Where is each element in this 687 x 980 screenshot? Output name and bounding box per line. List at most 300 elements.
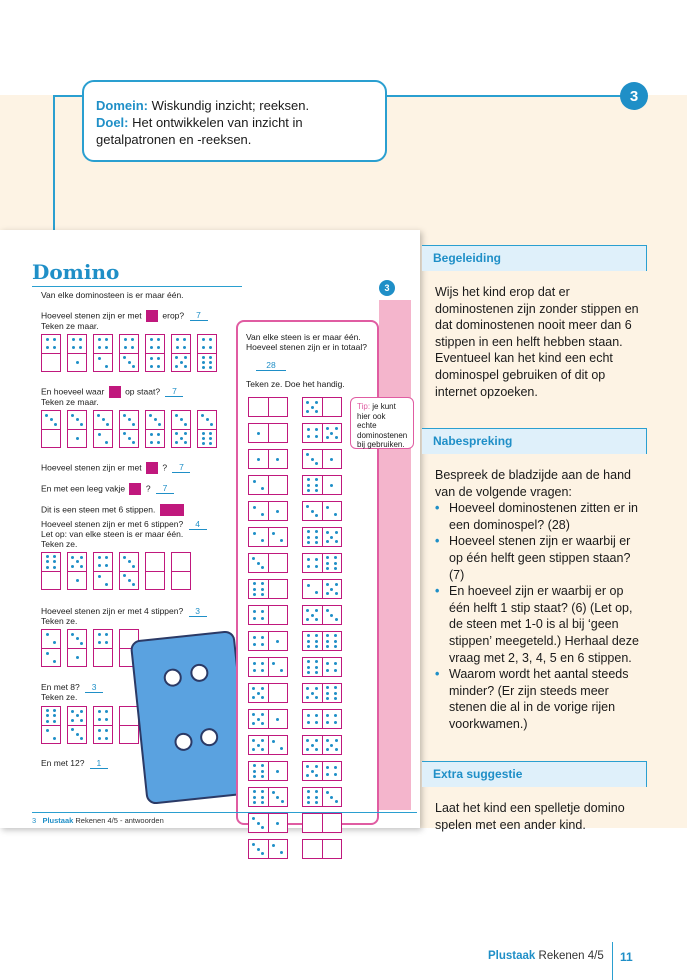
domino-tile	[197, 410, 217, 448]
pip	[306, 453, 309, 456]
domino-tile	[248, 787, 288, 807]
robot-illustration	[130, 630, 252, 805]
robot-eye	[163, 668, 183, 688]
pip	[123, 356, 126, 359]
pip	[46, 555, 49, 558]
pip	[175, 432, 178, 435]
pip	[202, 356, 205, 359]
domino-tile	[93, 410, 113, 448]
pip	[307, 530, 310, 533]
pip	[209, 346, 212, 349]
pip	[334, 562, 337, 565]
domino-tile	[67, 334, 87, 372]
pip	[80, 710, 83, 713]
pip	[261, 669, 264, 672]
pip	[46, 729, 49, 732]
pip	[306, 410, 309, 413]
pip	[253, 506, 256, 509]
pip	[98, 338, 101, 341]
pip	[315, 478, 318, 481]
pip	[306, 765, 309, 768]
domino-tile	[145, 552, 165, 590]
pip	[330, 484, 333, 487]
robot-eye	[189, 663, 209, 683]
pip	[280, 539, 283, 542]
pip	[124, 346, 127, 349]
pip	[315, 591, 318, 594]
pip	[306, 748, 309, 751]
pip	[71, 565, 74, 568]
pip	[261, 713, 264, 716]
domino-tile	[41, 552, 61, 590]
pip	[261, 617, 264, 620]
question-2: En hoeveel waar op staat? 7	[41, 386, 183, 398]
intro-text: Van elke dominosteen is er maar één.	[41, 290, 184, 300]
pip	[53, 560, 56, 563]
question-2-instruction: Teken ze maar.	[41, 397, 99, 407]
list-item: • Waarom wordt het aantal steeds minder? (Er zijn steeds meer stenen die al in de vorige rijen voorkwamen.)	[435, 666, 647, 732]
pip	[53, 660, 56, 663]
pip	[261, 487, 264, 490]
section-nabespreking-title: Nabespreking	[422, 428, 647, 454]
empty-square-icon	[129, 483, 141, 495]
pip	[315, 671, 318, 674]
domino-tile	[248, 501, 288, 521]
pip	[326, 721, 329, 724]
pip	[307, 796, 310, 799]
pip	[202, 346, 205, 349]
pip	[280, 669, 283, 672]
pip	[315, 748, 318, 751]
pip	[334, 662, 337, 665]
pip	[202, 437, 205, 440]
pip	[76, 361, 79, 364]
pip	[105, 583, 108, 586]
pip	[315, 462, 318, 465]
pip	[272, 662, 275, 665]
title-divider	[32, 286, 242, 287]
domino-tile	[248, 735, 288, 755]
pip	[175, 414, 178, 417]
domino-tile	[248, 839, 288, 859]
pip	[326, 662, 329, 665]
pip	[330, 744, 333, 747]
pip	[276, 510, 279, 513]
pip	[131, 346, 134, 349]
pip	[80, 719, 83, 722]
domino-tile	[145, 410, 165, 448]
pip	[105, 564, 108, 567]
goal-line: Doel: Het ontwikkelen van inzicht in getalpatronen en -reeksen.	[96, 115, 303, 147]
pip	[257, 692, 260, 695]
pip	[335, 436, 338, 439]
pip	[253, 610, 256, 613]
pip	[315, 801, 318, 804]
pip	[72, 346, 75, 349]
pip	[335, 592, 338, 595]
pip	[202, 361, 205, 364]
pip	[76, 733, 79, 736]
pip	[315, 765, 318, 768]
pip	[261, 513, 264, 516]
pip	[252, 696, 255, 699]
domino-tile	[119, 334, 139, 372]
question-9: En met 12? 1	[41, 758, 108, 769]
pip	[98, 556, 101, 559]
pip	[123, 556, 126, 559]
pip	[53, 566, 56, 569]
pip	[326, 556, 329, 559]
pip	[76, 437, 79, 440]
pip	[123, 574, 126, 577]
domino-tile	[93, 552, 113, 590]
nabespreking-intro: Bespreek de bladzijde aan de hand van de volgende vragen:	[435, 468, 631, 499]
pip	[253, 662, 256, 665]
pip	[128, 361, 131, 364]
pip	[307, 721, 310, 724]
pip	[315, 489, 318, 492]
pip	[261, 748, 264, 751]
pip	[128, 579, 131, 582]
domino-tile	[67, 552, 87, 590]
section-begeleiding-title: Begeleiding	[422, 245, 647, 271]
pip	[252, 748, 255, 751]
domino-row-3	[41, 552, 191, 590]
pip	[257, 718, 260, 721]
pip	[306, 618, 309, 621]
pip	[46, 346, 49, 349]
question-1: Hoeveel stenen zijn er met erop? 7	[41, 310, 208, 322]
domino-tower	[236, 320, 379, 825]
pip	[307, 565, 310, 568]
pip	[132, 583, 135, 586]
pip	[306, 696, 309, 699]
pip	[53, 338, 56, 341]
pip	[106, 423, 109, 426]
pip	[180, 418, 183, 421]
pip	[261, 662, 264, 665]
pip	[261, 539, 264, 542]
pip	[157, 346, 160, 349]
domino-tile	[67, 706, 87, 744]
pip	[252, 722, 255, 725]
pip	[306, 609, 309, 612]
pip	[307, 484, 310, 487]
pip	[76, 637, 79, 640]
pip	[326, 567, 329, 570]
domino-tile	[119, 706, 139, 744]
pip	[71, 556, 74, 559]
domino-tile	[248, 397, 288, 417]
pip	[272, 532, 275, 535]
pip	[315, 714, 318, 717]
pip	[98, 357, 101, 360]
pip	[80, 423, 83, 426]
pip	[175, 441, 178, 444]
pip	[315, 645, 318, 648]
question-3: Hoeveel stenen zijn er met ? 7	[41, 462, 190, 474]
worksheet-badge: 3	[379, 280, 395, 296]
pip	[176, 338, 179, 341]
pip	[210, 423, 213, 426]
pip	[334, 686, 337, 689]
pip	[330, 536, 333, 539]
question-1-instruction: Teken ze maar.	[41, 321, 99, 331]
pip	[124, 338, 127, 341]
domain-line: Domein: Wiskundig inzicht; reeksen.	[96, 98, 310, 113]
pip	[326, 791, 329, 794]
pip	[46, 714, 49, 717]
domino-tile	[93, 334, 113, 372]
pip	[335, 800, 338, 803]
pip	[46, 652, 49, 655]
pip	[183, 346, 186, 349]
pip	[76, 714, 79, 717]
die-three-icon	[109, 386, 121, 398]
pip	[257, 744, 260, 747]
list-item: • Hoeveel dominostenen zitten er in een dominospel? (28)	[435, 500, 647, 533]
domino-tile	[93, 629, 113, 667]
pip	[76, 656, 79, 659]
pip	[202, 432, 205, 435]
pip	[105, 633, 108, 636]
question-6-note: Let op: van elke steen is er maar één.	[41, 529, 184, 539]
pip	[105, 641, 108, 644]
domino-tile	[67, 629, 87, 667]
pip	[46, 560, 49, 563]
question-7: Hoeveel stenen zijn er met 4 stippen? 3	[41, 606, 207, 617]
pip	[326, 609, 329, 612]
pip	[311, 458, 314, 461]
domino-tile	[302, 501, 342, 521]
pip	[261, 796, 264, 799]
pip	[307, 666, 310, 669]
domino-tile	[302, 631, 342, 651]
pip	[334, 669, 337, 672]
pip	[330, 588, 333, 591]
pip	[253, 617, 256, 620]
pip	[315, 660, 318, 663]
pip	[261, 696, 264, 699]
pip	[261, 566, 264, 569]
pip	[326, 739, 329, 742]
pip	[150, 338, 153, 341]
answer-7: 3	[189, 606, 207, 617]
pip	[154, 418, 157, 421]
domino-tile	[302, 423, 342, 443]
pip	[80, 556, 83, 559]
worksheet-page	[0, 230, 420, 828]
pip	[276, 770, 279, 773]
pip	[98, 575, 101, 578]
pip	[311, 406, 314, 409]
pip	[334, 714, 337, 717]
pip	[150, 346, 153, 349]
domino-tile	[302, 787, 342, 807]
pip	[132, 365, 135, 368]
pip	[326, 748, 329, 751]
pip	[330, 458, 333, 461]
domino-tile	[302, 475, 342, 495]
pip	[150, 357, 153, 360]
pip	[315, 721, 318, 724]
pip	[157, 433, 160, 436]
pip	[252, 739, 255, 742]
pip	[315, 536, 318, 539]
pip	[80, 737, 83, 740]
pip	[202, 366, 205, 369]
pip	[326, 634, 329, 637]
pip	[307, 558, 310, 561]
pip	[209, 338, 212, 341]
die-five-icon	[146, 310, 158, 322]
domino-row-5	[41, 706, 139, 744]
domino-tile	[302, 605, 342, 625]
pip	[128, 418, 131, 421]
pip	[276, 640, 279, 643]
pip	[184, 356, 187, 359]
pip	[334, 556, 337, 559]
pip	[272, 740, 275, 743]
pip	[334, 645, 337, 648]
pip	[315, 541, 318, 544]
pip	[209, 356, 212, 359]
domino-tile	[302, 735, 342, 755]
pip	[97, 414, 100, 417]
robot-eye	[199, 727, 219, 747]
list-item: • En hoeveel zijn er waarbij er op één helft 1 stip staat? (6) (Let op, de steen met 1-0 is al bij ‘geen stippen’ meegeteld.) Herhaal deze vraag met 2, 3, 4, 5 en 6 stippen.	[435, 583, 647, 666]
pip	[184, 432, 187, 435]
pip	[184, 423, 187, 426]
pip	[71, 710, 74, 713]
pip	[184, 365, 187, 368]
pip	[276, 458, 279, 461]
pip	[315, 428, 318, 431]
lesson-badge: 3	[620, 82, 648, 110]
pip	[253, 796, 256, 799]
section-extra-title: Extra suggestie	[422, 761, 647, 787]
domino-tile	[248, 579, 288, 599]
domino-tile	[171, 410, 191, 448]
pip	[315, 640, 318, 643]
pip	[315, 565, 318, 568]
pip	[183, 338, 186, 341]
pip	[326, 714, 329, 717]
question-8: En met 8? 3	[41, 682, 103, 693]
pip	[326, 583, 329, 586]
pip	[335, 739, 338, 742]
pip	[79, 338, 82, 341]
pip	[123, 414, 126, 417]
pip	[334, 692, 337, 695]
pip	[105, 737, 108, 740]
pip	[98, 737, 101, 740]
domino-tile	[302, 527, 342, 547]
domino-tile	[41, 334, 61, 372]
domino-tile	[93, 706, 113, 744]
pip	[334, 634, 337, 637]
domino-tile	[302, 579, 342, 599]
footer-divider	[612, 942, 613, 980]
pip	[252, 843, 255, 846]
answer-1: 7	[190, 310, 208, 321]
pip	[335, 618, 338, 621]
list-item: • Hoeveel stenen zijn er waarbij er op één helft geen stippen staan? (7)	[435, 533, 647, 583]
question-6-instruction: Teken ze.	[41, 539, 78, 549]
pip	[253, 669, 256, 672]
question-8-instruction: Teken ze.	[41, 692, 78, 702]
pip	[311, 510, 314, 513]
pip	[326, 436, 329, 439]
page-number: 11	[620, 950, 633, 964]
pip	[315, 558, 318, 561]
domino-tile	[302, 761, 342, 781]
pip	[53, 714, 56, 717]
pip	[209, 366, 212, 369]
pip	[105, 346, 108, 349]
robot-eye	[174, 732, 194, 752]
domino-tile	[248, 709, 288, 729]
pip	[53, 720, 56, 723]
pip	[315, 484, 318, 487]
pip	[307, 801, 310, 804]
domino-tile	[248, 657, 288, 677]
pip	[71, 633, 74, 636]
worksheet-footer: 3 Plustaak Rekenen 4/5 - antwoorden	[32, 812, 417, 825]
pip	[261, 687, 264, 690]
tower-wall	[379, 300, 411, 810]
pip	[98, 346, 101, 349]
pip	[79, 346, 82, 349]
pip	[53, 555, 56, 558]
answer-8: 3	[85, 682, 103, 693]
pip	[257, 432, 260, 435]
pip	[334, 697, 337, 700]
domino-tile	[41, 629, 61, 667]
pip	[149, 414, 152, 417]
domino-tile	[145, 334, 165, 372]
pip	[334, 773, 337, 776]
pip	[307, 640, 310, 643]
pip	[306, 401, 309, 404]
pip	[105, 556, 108, 559]
pip	[46, 338, 49, 341]
pip	[261, 636, 264, 639]
domino-tile	[41, 706, 61, 744]
domino-row-4	[41, 629, 139, 667]
domino-tile	[248, 553, 288, 573]
pip	[175, 356, 178, 359]
pip	[98, 433, 101, 436]
pip	[334, 721, 337, 724]
pip	[53, 709, 56, 712]
section-extra-text: Laat het kind een spelletje domino spelen met een ander kind.	[435, 801, 625, 832]
pip	[105, 718, 108, 721]
pip	[253, 790, 256, 793]
pip	[330, 614, 333, 617]
pip	[334, 567, 337, 570]
domino-tile	[119, 410, 139, 448]
pip	[311, 614, 314, 617]
question-5: Dit is een steen met 6 stippen.	[41, 504, 186, 516]
pip	[335, 531, 338, 534]
pip	[150, 441, 153, 444]
pip	[326, 773, 329, 776]
section-begeleiding-text: Wijs het kind erop dat er dominostenen zijn zonder stippen en dat dominostenen nooit meer dan 6 stippen in een helft hebben staan. Eventueel kan het kind een echt dominospel gebruiken of dit op internet opzoeken.	[435, 285, 639, 399]
answer-3: 7	[172, 462, 190, 473]
domino-tile	[41, 410, 61, 448]
pip	[209, 437, 212, 440]
